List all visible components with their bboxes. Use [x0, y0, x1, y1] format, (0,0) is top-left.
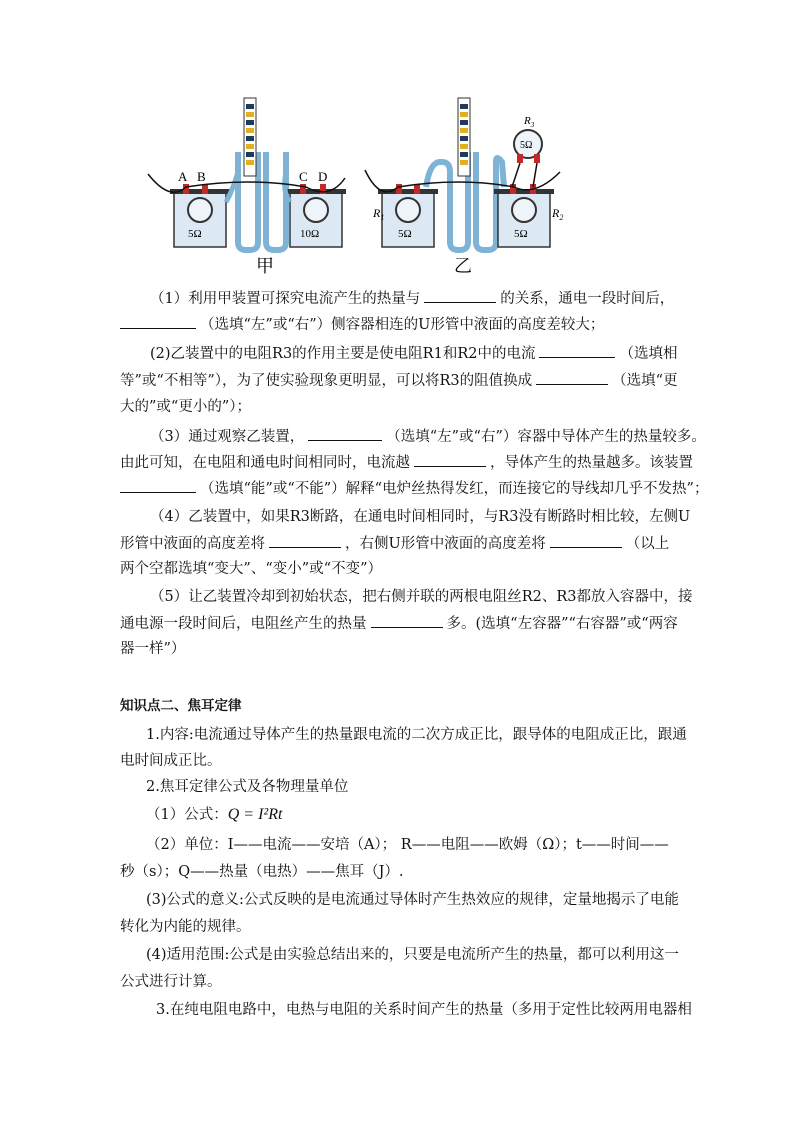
- question-4-line-2: 形管中液面的高度差将 ，右侧U形管中液面的高度差将 （以上: [120, 531, 680, 553]
- answer-blank-3[interactable]: [539, 341, 615, 358]
- question-2-line-3: 大的”或“更小的”）；: [120, 399, 251, 415]
- units-line-2: 秒（s）；Q——热量（电热）——焦耳（J）.: [120, 864, 404, 880]
- left-resistance-label: 5Ω: [188, 228, 202, 240]
- answer-blank-4[interactable]: [536, 368, 608, 385]
- content-line-2: 2.焦耳定律公式及各物理量单位: [146, 779, 349, 795]
- question-3-line-2: 由此可知，在电阻和通电时间相同时，电流越 ，导体产生的热量越多。该装置: [120, 450, 680, 472]
- apparatus-jia: [148, 98, 346, 276]
- question-1-line-1: （1）利用甲装置可探究电流产生的热量与 的关系，通电一段时间后，: [150, 286, 710, 308]
- question-3-line-3: （选填“能”或“不能”）解释“电炉丝热得发红，而连接它的导线却几乎不发热”；: [120, 476, 680, 498]
- question-5-line-3: 器一样”）: [120, 641, 186, 657]
- question-4-line-1: （4）乙装置中，如果R3断路，在通电时间相同时，与R3没有断路时相比较，左侧U: [150, 509, 691, 525]
- label-b: B: [197, 169, 206, 184]
- experiment-figure: [140, 92, 590, 282]
- content-line-1b: 电时间成正比。: [120, 753, 222, 769]
- meaning-line-1: (3)公式的意义:公式反映的是电流通过导体时产生热效应的规律，定量地揭示了电能: [146, 892, 679, 908]
- scope-line-1: (4)适用范围:公式是由实验总结出来的，只要是电流所产生的热量，都可以利用这一: [146, 947, 679, 963]
- question-3-line-1: （3）通过观察乙装置， （选填“左”或“右”）容器中导体产生的热量较多。: [150, 424, 710, 446]
- label-c: C: [299, 169, 308, 184]
- question-5-line-1: （5）让乙装置冷却到初始状态，把右侧并联的两根电阻丝R2、R3都放入容器中，接: [150, 589, 693, 605]
- caption-yi: 乙: [454, 256, 472, 276]
- content-line-1a: 1.内容:电流通过导体产生的热量跟电流的二次方成正比，跟导体的电阻成正比，跟通: [146, 727, 687, 743]
- answer-blank-10[interactable]: [371, 611, 443, 628]
- answer-blank-7[interactable]: [120, 476, 196, 493]
- apparatus-yi: [365, 98, 563, 276]
- right-resistance-label: 10Ω: [300, 228, 320, 240]
- label-a: A: [178, 169, 188, 184]
- apparatus-diagram: [140, 92, 590, 282]
- answer-blank-8[interactable]: [269, 531, 341, 548]
- label-r3: $R_3$: [524, 115, 535, 129]
- r2-resistance-label: 5Ω: [514, 228, 528, 240]
- units-line-1: （2）单位：I——电流——安培（A）； R——电阻——欧姆（Ω）；t——时间——: [146, 837, 669, 853]
- question-1-line-2: （选填“左”或“右”）侧容器相连的U形管中液面的高度差较大；: [120, 312, 680, 334]
- answer-blank-5[interactable]: [308, 424, 382, 441]
- r3-resistance-label: 5Ω: [520, 140, 533, 151]
- question-4-line-3: 两个空都选填“变大”、“变小”或“不变”）: [120, 561, 382, 577]
- label-d: D: [318, 169, 328, 184]
- r1-resistance-label: 5Ω: [398, 228, 412, 240]
- formula-line: （1）公式：Q = I²Rt: [146, 806, 283, 823]
- answer-blank-6[interactable]: [414, 450, 486, 467]
- caption-jia: 甲: [256, 256, 274, 276]
- question-2-line-1: (2)乙装置中的电阻R3的作用主要是使电阻R1和R2中的电流 （选填相: [150, 341, 710, 363]
- joule-formula: Q = I²Rt: [227, 806, 283, 823]
- answer-blank-9[interactable]: [550, 531, 622, 548]
- scope-line-2: 公式进行计算。: [120, 974, 222, 990]
- answer-blank-1[interactable]: [424, 286, 496, 303]
- question-5-line-2: 通电源一段时间后，电阻丝产生的热量 多。(选填“左容器”“右容器”或“两容: [120, 611, 680, 633]
- section-title: 知识点二、焦耳定律: [120, 698, 242, 714]
- answer-blank-2[interactable]: [120, 312, 196, 329]
- pure-resistance-line: 3.在纯电阻电路中，电热与电阻的关系时间产生的热量（多用于定性比较两用电器相: [156, 1002, 692, 1018]
- label-r1: $R_1$: [373, 206, 385, 222]
- label-r2: $R_2$: [552, 206, 564, 222]
- question-2-line-2: 等”或“不相等”），为了使实验现象更明显，可以将R3的阻值换成 （选填“更: [120, 368, 680, 390]
- meaning-line-2: 转化为内能的规律。: [120, 919, 251, 935]
